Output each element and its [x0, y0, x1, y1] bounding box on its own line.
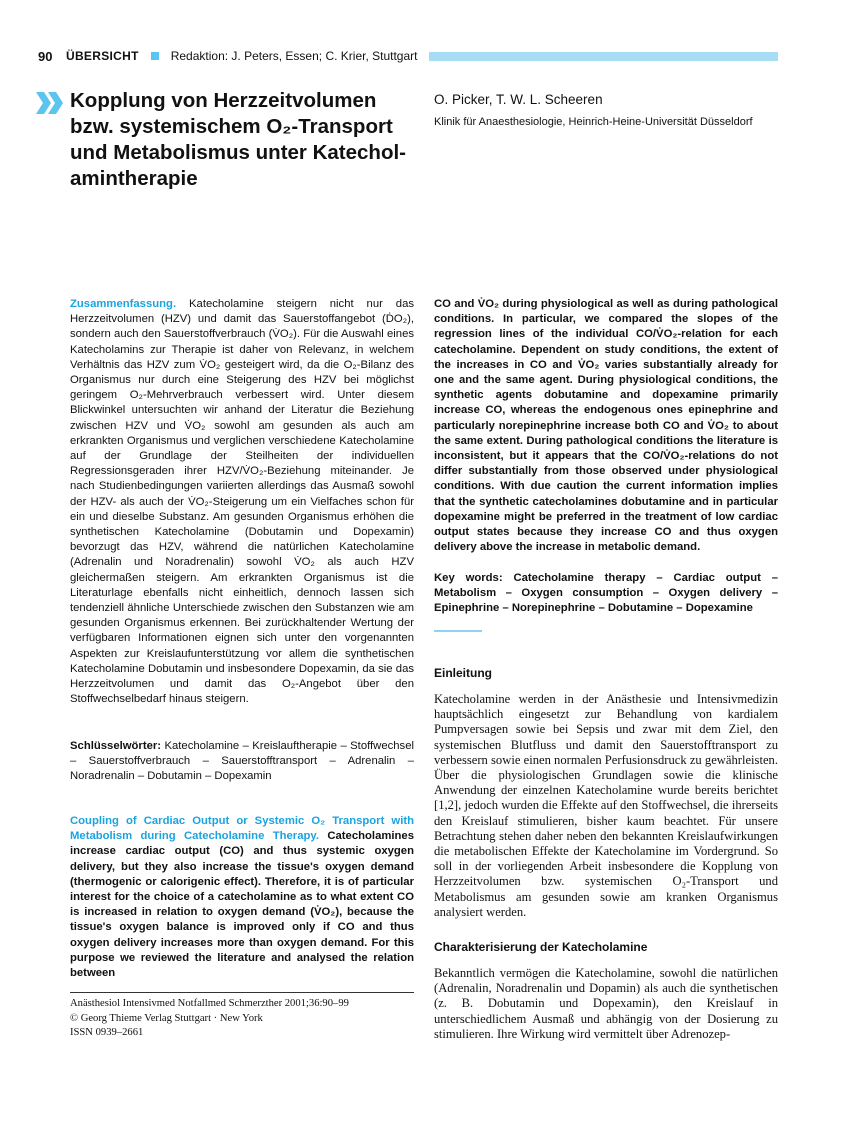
english-abstract-continued: CO and V̇O₂ during physiological as well as during pathological conditions. In particular, we compared the slopes of the regression lines of the individual CO/V̇O₂-relation for each catecholamine. Dependent on study conditions, the extent of the increases in CO and V̇O₂ varies substantially already for one and the same agent. During physiological conditions, the synthetic agents dobutamine and dopexamine primarily increase CO, whereas the endogenous ones epinephrine and particularly norepinephrine increase both CO and V̇O₂ to about the same extent. During pathological conditions the literature is inconsistent, but it appears that the CO/V̇O₂-relations do not differ substantially from those observed under physiological conditions. With due caution the current information implies that the synthetic catecholamines dobutamine and in particular dopexamine might be preferred in the treatment of low cardiac output states because they increase CO and thus oxygen delivery above the increase in metabolic demand. — [434, 298, 778, 554]
abstract-german — [70, 297, 414, 707]
abstract-english-part2 — [434, 297, 778, 555]
zusammenfassung-label: Zusammenfassung. — [70, 298, 177, 310]
einleitung-body — [434, 692, 778, 920]
section-divider — [434, 630, 482, 632]
schluesselwoerter-label: Schlüsselwörter: — [70, 740, 162, 752]
affiliation: Klinik für Anaesthesiologie, Heinrich-Heine-Universität Düsseldorf — [434, 116, 753, 128]
keywords-text: Catecholamine therapy – Cardiac output – Metabolism – Oxygen consumption – Oxygen delivery – Epinephrine – Norepinephrine – Dobutamine – Dopexamine — [434, 572, 778, 615]
publisher: © Georg Thieme Verlag Stuttgart · New York — [70, 1012, 263, 1024]
issn: ISSN 0939–2661 — [70, 1027, 144, 1039]
citation: Anästhesiol Intensivmed Notfallmed Schmerzther 2001;36:90–99 — [70, 998, 349, 1009]
einleitung-text: Katecholamine werden in der Anästhesie und Intensivmedizin hauptsächlich eingesetzt zur Behandlung von kardialem Pumpversagen sowie bei Sepsis und zwar mit dem Ziel, den systemischen Blutfluss und damit den Sauerstofftransport zu verbessern sowie einen normalen Perfusionsdruck zu gewährleisten. Über die physiologischen Grundlagen sowie die klinische Anwendung der einzelnen Katecholamine wurde bereits berichtet [1,2], jedoch wurden die Effekte auf den Stoffwechsel, die ihrerseits den Kreislauf stimulieren, bisher kaum beachtet. Für unsere Betrachtung stehen daher neben den bekannten Kreislaufwirkungen die metabolischen Effekte der Katecholamine im Vordergrund. So soll in der vorliegenden Arbeit insbesondere die Kopplung von Herzzeitvolumen bzw. systemischen O₂-Transport und Metabolismus am gesunden sowie am kranken Organismus analysiert werden. — [434, 692, 778, 919]
abstract-english-part1 — [70, 814, 414, 981]
page-number: 90 — [38, 48, 53, 64]
einleitung-heading: Einleitung — [434, 666, 492, 680]
footer-rule — [70, 992, 414, 993]
english-abstract-text: Catecholamines increase cardiac output (CO) and thus systemic oxygen delivery, but they also increase the tissue's oxygen demand (thermogenic or calorigenic effect). Therefore, it is of particular interest for the choice of a catecholamine as to what extent CO is increased in relation to oxygen demand (V̇O₂), because the tissue's oxygen balance is improved only if CO and thus oxygen delivery increases more than oxygen demand. For this purpose we reviewed the literature and analysed the relation between — [70, 830, 415, 980]
title-line: bzw. systemischem O₂-Transport — [70, 115, 393, 138]
title-line: amintherapie — [70, 167, 198, 190]
title-line: Kopplung von Herzzeitvolumen — [70, 89, 377, 112]
charakterisierung-body — [434, 966, 778, 1042]
header-square-marker — [151, 52, 159, 60]
keywords-english — [434, 571, 778, 617]
keywords-german — [70, 739, 414, 785]
editors-line: Redaktion: J. Peters, Essen; C. Krier, Stuttgart — [170, 49, 418, 63]
authors: O. Picker, T. W. L. Scheeren — [434, 92, 603, 107]
charakterisierung-text: Bekanntlich vermögen die Katecholamine, sowohl die natürlichen (Adrenalin, Noradrenalin und Dopamin) als auch die synthetischen (z. B. Dobutamin und Dopexamin), den Kreislauf in unterschiedlichem Ausmaß und abhängig von der Dosierung zu stimulieren. Ihre Wirkung wird vermittelt über Adrenozep- — [434, 966, 778, 1041]
keywords-label: Key words: — [434, 572, 503, 584]
header-color-bar — [429, 52, 778, 61]
zusammenfassung-text: Katecholamine steigern nicht nur das Herzzeitvolumen (HZV) und damit das Sauerstoffangebot (ḊO₂), sondern auch den Sauerstoffverbrauch (V̇O₂). Für die Auswahl eines Katecholamins zur Therapie ist daher von Relevanz, in welchem Verhältnis das HZV zum V̇O₂ gesteigert wird, da die O₂-Bilanz des Organismus nur durch eine Steigerung des HZV bei möglichst geringem O₂-Mehrverbrauch verbessert wird. Unter diesem Blickwinkel untersuchten wir anhand der Literatur die Beziehung zwischen HZV und V̇O₂ sowohl am gesunden als auch am erkrankten Organismus und verglichen verschiedene Katecholamine auf der Grundlage der Steilheiten der individuellen Regressionsgeraden ihrer HZV/V̇O₂-Beziehung miteinander. Je nach Studienbedingungen variierten allerdings das Ausmaß sowohl der HZV- als auch der V̇O₂-Steigerung um ein Vielfaches schon für ein und dieselbe Substanz. Am gesunden Organismus erhöhen die synthetischen Katecholamine (Dobutamin und Dopexamin) bevorzugt das HZV, während die natürlichen Katecholamine (Adrenalin und Noradrenalin) sowohl V̇O₂ als auch HZV gleichermaßen steigern. Am erkrankten Organismus ist die Literaturlage ebenfalls nicht einheitlich, dennoch lassen sich tendenziell ähnliche Unterschiede zwischen den Substanzen wie am gesunden Organismus erkennen. Bei zurückhaltender Wertung der verfügbaren Informationen eignen sich unter den vorgenannten Aspekten zur Kreislaufunterstützung vor allem die synthetischen Katecholamine Dobutamin und insbesondere Dopexamin, da sie das Herzzeitvolumen und damit das O₂-Angebot über den Stoffwechselbedarf hinaus steigern. — [70, 298, 414, 706]
publication-footer — [70, 997, 349, 1041]
title-line: und Metabolismus unter Katechol- — [70, 141, 406, 164]
schluesselwoerter-text: Katecholamine – Kreislauftherapie – Stoffwechsel – Sauerstoffverbrauch – Sauerstofftransport – Adrenalin – Noradrenalin – Dobutamin – Dopexamin — [70, 740, 414, 783]
article-title — [70, 88, 410, 192]
charakterisierung-heading: Charakterisierung der Katecholamine — [434, 940, 648, 954]
english-abstract-title: Coupling of Cardiac Output or Systemic O₂ Transport with Metabolism during Catecholamine Therapy. — [70, 815, 414, 843]
section-label: ÜBERSICHT — [66, 49, 139, 63]
double-chevron-icon — [36, 92, 64, 114]
